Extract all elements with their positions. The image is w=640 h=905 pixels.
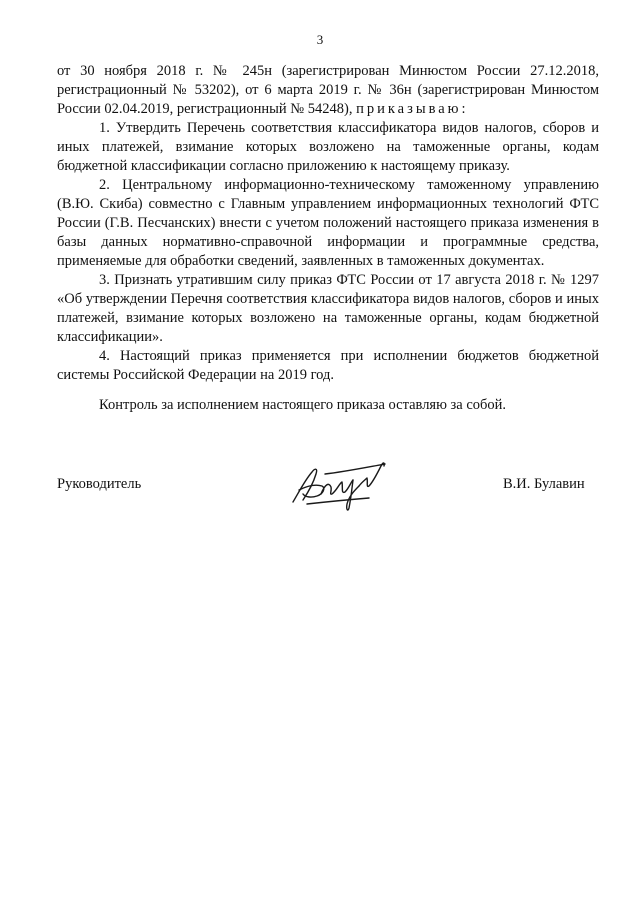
clause-4: 4. Настоящий приказ применяется при исполнении бюджетов бюджетной системы Российской Федерации на 2019 год. xyxy=(57,348,599,383)
order-body xyxy=(57,62,599,385)
intro-paragraph: от 30 ноября 2018 г. № 245н (зарегистрирован Минюстом России 27.12.2018, регистрационный № 53202), от 6 марта 2019 г. № 36н (зарегистрирован Минюстом России 02.04.2019, регистрационный № 54248), приказываю: xyxy=(57,63,599,117)
signatory-role: Руководитель xyxy=(57,476,142,492)
signatory-name: В.И. Булавин xyxy=(503,476,585,492)
clause-2: 2. Центральному информационно-техническому таможенному управлению (В.Ю. Скиба) совместно с Главным управлением информационных технологий ФТС России (Г.В. Песчанских) внести с учетом положений настоящего приказа изменения в базы данных нормативно-справочной информации и программные средства, применяемые для обработки сведений, заявленных в таможенных документах. xyxy=(57,177,599,269)
closing-statement: Контроль за исполнением настоящего приказа оставляю за собой. xyxy=(99,397,507,413)
clause-3: 3. Признать утратившим силу приказ ФТС России от 17 августа 2018 г. № 1297 «Об утверждении Перечня соответствия классификатора видов налогов, сборов и иных платежей, взимание которых возложено на таможенные органы, кодам бюджетной классификации». xyxy=(57,272,599,345)
intro-text: от 30 ноября 2018 г. № 245н (зарегистрирован Минюстом России 27.12.2018, регистрационный № 53202), от 6 марта 2019 г. № 36н (зарегистрирован Минюстом России 02.04.2019, регистрационный № 54248), xyxy=(57,63,599,117)
clause-1: 1. Утвердить Перечень соответствия классификатора видов налогов, сборов и иных платежей, взимание которых возложено на таможенные органы, кодам бюджетной классификации согласно приложению к настоящему приказу. xyxy=(57,120,599,174)
page-number: 3 xyxy=(316,32,324,47)
handwritten-signature xyxy=(285,454,395,514)
order-word: приказываю xyxy=(356,101,462,117)
